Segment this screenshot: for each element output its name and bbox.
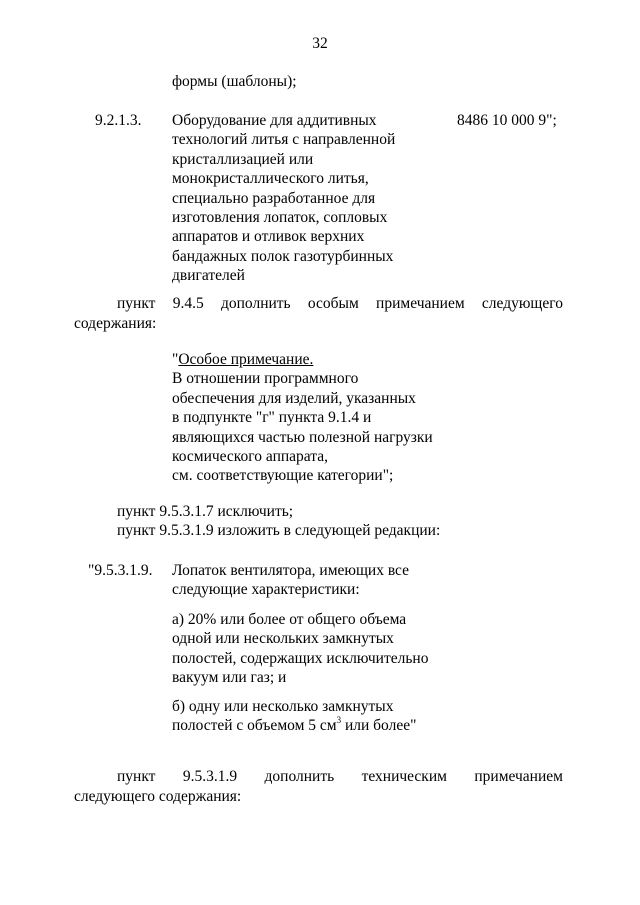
para-945-word: следующего <box>481 295 563 312</box>
sub-a-line: одной или нескольких замкнутых <box>172 630 394 648</box>
special-note-heading: Особое примечание. <box>178 351 314 368</box>
special-note-heading-line <box>172 350 433 369</box>
item-9213-line: специально разработанное для <box>172 189 376 207</box>
item-95319-sub-b <box>172 697 416 736</box>
item-95319-intro-line: Лопаток вентилятора, имеющих все <box>172 562 410 579</box>
para-95319-word: техническим <box>361 768 447 785</box>
sub-a-line: а) 20% или более от общего объема <box>172 611 407 628</box>
item-95319-sub-a <box>172 610 428 688</box>
intro-line: формы (шаблоны); <box>172 73 297 90</box>
special-note-line: являющихся частью полезной нагрузки <box>172 428 433 446</box>
item-9213-text <box>172 111 395 286</box>
para-95319-word: пункт <box>117 768 156 785</box>
sub-b-line: б) одну или несколько замкнутых <box>172 698 394 715</box>
sub-a-line: полостей, содержащих исключительно <box>172 649 429 667</box>
para-95319-line1 <box>117 767 563 786</box>
special-note-line: космического аппарата, <box>172 448 328 466</box>
page-number: 32 <box>312 35 328 52</box>
item-95319-intro-line: следующие характеристики: <box>172 581 360 599</box>
item-9213-line: монокристаллического литья, <box>172 170 369 188</box>
para-95319-word: 9.5.3.1.9 <box>182 768 238 785</box>
special-note-line: в подпункте "г" пункта 9.1.4 и <box>172 409 372 427</box>
sub-b-prefix: полостей с объемом 5 см <box>172 717 337 735</box>
item-9213-code: 8486 10 000 9"; <box>457 112 557 129</box>
item-9213-line: двигателей <box>172 267 245 285</box>
instruction-restate: пункт 9.5.3.1.9 изложить в следующей редакции: <box>117 522 441 539</box>
item-9213-number: 9.2.1.3. <box>95 112 142 129</box>
para-945-word: дополнить <box>220 295 291 312</box>
para-95319-word: примечанием <box>474 768 563 785</box>
para-945-continuation: содержания: <box>74 315 157 332</box>
para-945-word: особым <box>307 295 359 312</box>
para-945-word: пункт <box>117 295 156 312</box>
cubic-superscript: 3 <box>336 715 342 726</box>
special-note-line: обеспечения для изделий, указанных <box>172 389 416 407</box>
para-945-line1 <box>117 294 563 313</box>
item-95319-number: "9.5.3.1.9. <box>88 562 153 579</box>
special-note-quote: " <box>172 351 179 368</box>
sub-a-line: вакуум или газ; и <box>172 669 287 687</box>
para-945-word: 9.4.5 <box>172 295 204 312</box>
item-9213-line: технологий литья с направленной <box>172 131 396 149</box>
item-9213-line: кристаллизацией или <box>172 150 314 168</box>
item-9213-line: аппаратов и отливок верхних <box>172 228 365 246</box>
instruction-exclude: пункт 9.5.3.1.7 исключить; <box>117 503 294 520</box>
para-95319-word: дополнить <box>264 768 335 785</box>
item-95319-intro <box>172 561 409 600</box>
special-note-line: см. соответствующие категории"; <box>172 467 394 485</box>
item-9213-line: Оборудование для аддитивных <box>172 112 377 129</box>
item-9213-line: изготовления лопаток, сопловых <box>172 209 388 227</box>
special-note-line: В отношении программного <box>172 370 359 388</box>
sub-b-line <box>172 716 416 735</box>
special-note <box>172 350 433 486</box>
item-9213-line: бандажных полок газотурбинных <box>172 247 394 265</box>
para-945-word: примечанием <box>376 295 465 312</box>
para-95319-continuation: следующего содержания: <box>74 788 242 805</box>
sub-b-suffix: или более" <box>341 717 417 735</box>
